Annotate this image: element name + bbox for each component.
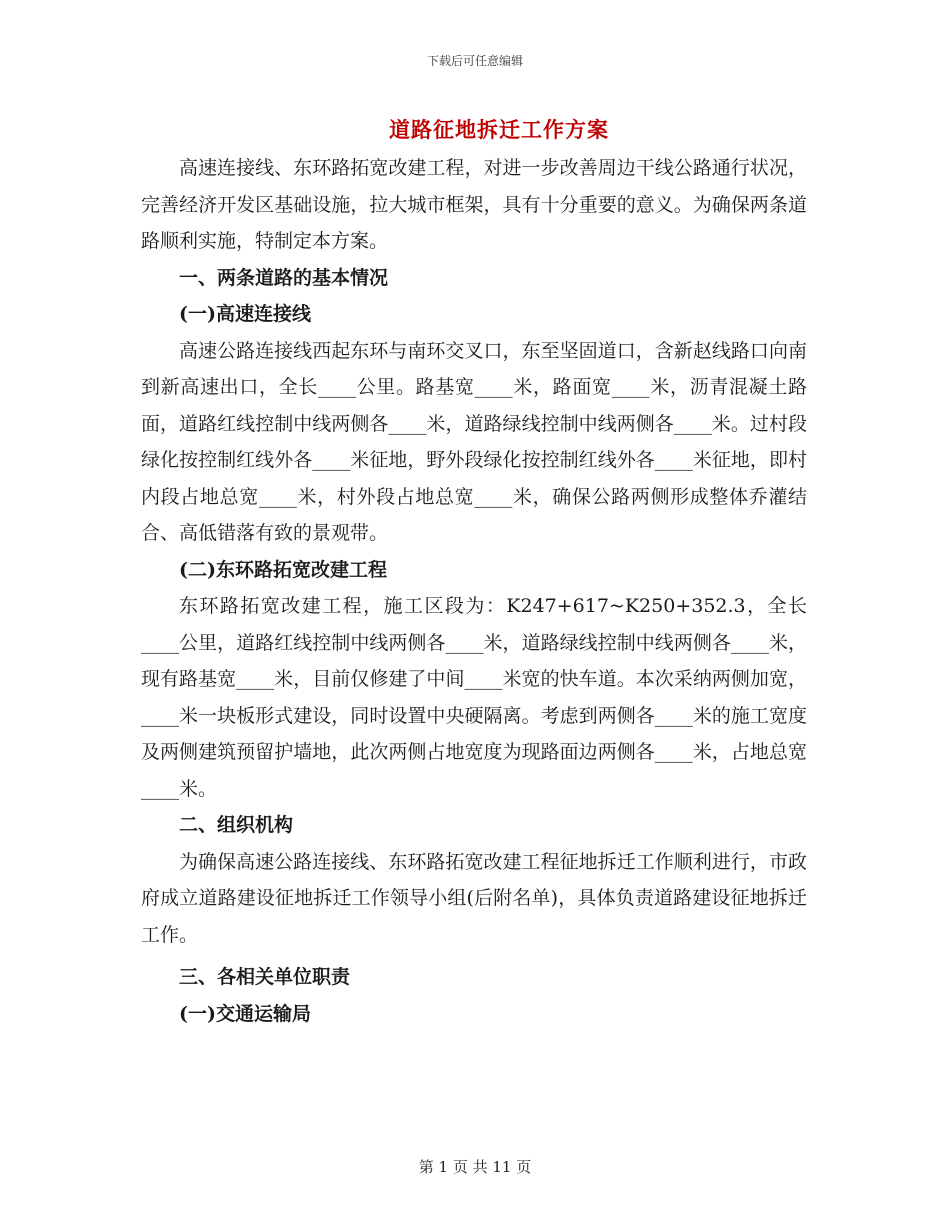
- section-1-heading: 一、两条道路的基本情况: [179, 266, 389, 289]
- intro-paragraph: 高速连接线、东环路拓宽改建工程，对进一步改善周边干线公路通行状况，完善经济开发区基础设施，拉大城市框架，具有十分重要的意义。为确保两条道路顺利实施，特制定本方案。: [141, 157, 807, 252]
- section-3-sub-1-heading: (一)交通运输局: [179, 1002, 311, 1025]
- section-2-heading: 二、组织机构: [179, 814, 294, 836]
- section-3-heading: 三、各相关单位职责: [179, 966, 351, 988]
- section-1-sub-2-paragraph: 东环路拓宽改建工程，施工区段为：K247+617~K250+352.3，全长____公里，道路红线控制中线两侧各____米，道路绿线控制中线两侧各____米，现有路基宽____米，目前仅修建了中间____米宽的快车道。本次采纳两侧加宽，____米一块板形式建设，同时设置中央硬隔离。考虑到两侧各____米的施工宽度及两侧建筑预留护墙地，此次两侧占地宽度为现路面边两侧各____米，占地总宽____米。: [141, 595, 807, 800]
- section-1-sub-2-heading: (二)东环路拓宽改建工程: [179, 558, 387, 581]
- header-note: 下载后可任意编辑: [426, 54, 523, 68]
- document-title: 道路征地拆迁工作方案: [389, 117, 609, 142]
- section-1-sub-1-paragraph: 高速公路连接线西起东环与南环交叉口，东至坚固道口，含新赵线路口向南到新高速出口，全长____公里。路基宽____米，路面宽____米，沥青混凝土路面，道路红线控制中线两侧各____米，道路绿线控制中线两侧各____米。过村段绿化按控制红线外各____米征地，野外段绿化按控制红线外各____米征地，即村内段占地总宽____米，村外段占地总宽____米，确保公路两侧形成整体乔灌结合、高低错落有致的景观带。: [141, 339, 807, 544]
- document-body: [141, 150, 807, 1032]
- page-footer: 第 1 页 共 11 页: [418, 1158, 532, 1176]
- section-2-paragraph: 为确保高速公路连接线、东环路拓宽改建工程征地拆迁工作顺利进行，市政府成立道路建设征地拆迁工作领导小组(后附名单)，具体负责道路建设征地拆迁工作。: [141, 850, 807, 946]
- section-1-sub-1-heading: (一)高速连接线: [179, 303, 311, 325]
